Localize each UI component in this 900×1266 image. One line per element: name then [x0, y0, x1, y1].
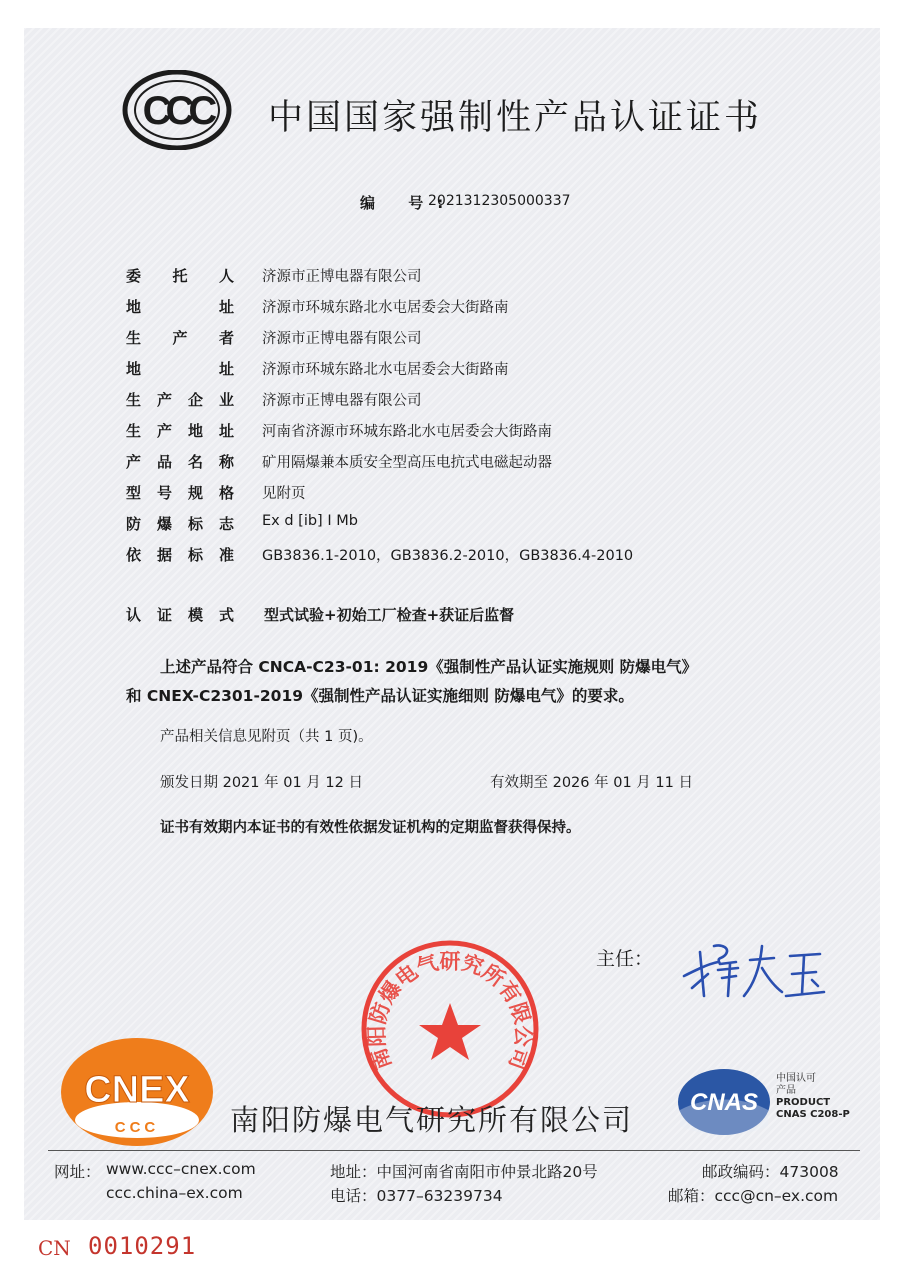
field-label: 生 产 企 业 — [126, 391, 234, 409]
expiry-date: 有效期至 2026 年 01 月 11 日 — [490, 775, 693, 791]
cnex-logo-sub: CCC — [114, 1119, 160, 1136]
field-label: 生 产 者 — [126, 329, 234, 347]
field-value: 河南省济源市环城东路北水屯居委会大街路南 — [262, 424, 552, 440]
cert-mode-label: 认 证 模 式 — [126, 606, 234, 624]
cnas-line-3: PRODUCT — [776, 1097, 831, 1108]
field-value: 济源市环城东路北水屯居委会大街路南 — [262, 300, 509, 316]
website-2[interactable]: ccc.china–ex.com — [106, 1184, 243, 1202]
cnas-line-1: 中国认可 — [776, 1073, 816, 1084]
cert-number: 2021312305000337 — [428, 193, 571, 209]
director-label: 主任： — [596, 948, 654, 970]
cnex-logo — [58, 1036, 216, 1148]
field-label: 防 爆 标 志 — [126, 515, 234, 533]
field-value: 济源市环城东路北水屯居委会大街路南 — [262, 362, 509, 378]
statement-line-1: 上述产品符合 CNCA-C23-01: 2019《强制性产品认证实施规则 防爆电气》 — [160, 658, 698, 676]
footer-address: 地址：中国河南省南阳市仲景北路20号 — [330, 1163, 598, 1181]
ccc-logo-text: CCC — [142, 89, 212, 133]
cnas-line-4: CNAS C208-P — [776, 1109, 850, 1120]
footer-divider — [48, 1150, 860, 1151]
cnas-caption — [776, 1073, 850, 1121]
cert-number-label: 编 号: — [360, 194, 458, 212]
footer-postcode: 邮政编码：473008 — [702, 1163, 839, 1181]
field-value: 济源市正博电器有限公司 — [262, 393, 422, 409]
footer-email[interactable]: 邮箱：ccc@cn–ex.com — [668, 1187, 839, 1205]
certificate-title: 中国国家强制性产品认证证书 — [268, 98, 763, 138]
cnas-logo — [676, 1066, 772, 1138]
issue-date: 颁发日期 2021 年 01 月 12 日 — [160, 775, 363, 791]
field-value: 矿用隔爆兼本质安全型高压电抗式电磁起动器 — [262, 455, 552, 471]
field-label: 产 品 名 称 — [126, 453, 234, 471]
field-value: Ex d [ib] Ⅰ Mb — [262, 513, 358, 529]
field-value: 济源市正博电器有限公司 — [262, 331, 422, 347]
director-signature — [678, 934, 828, 1004]
cnas-logo-text: CNAS — [689, 1089, 759, 1116]
serial-number: 0010291 — [88, 1232, 197, 1260]
serial-prefix: CN — [38, 1236, 71, 1260]
statement-line-2: 和 CNEX-C2301-2019《强制性产品认证实施细则 防爆电气》的要求。 — [126, 687, 634, 705]
validity-note: 证书有效期内本证书的有效性依据发证机构的定期监督获得保持。 — [160, 820, 581, 836]
attachment-note: 产品相关信息见附页（共 1 页)。 — [160, 729, 373, 745]
field-label: 型 号 规 格 — [126, 484, 234, 502]
field-value: GB3836.1-2010，GB3836.2-2010，GB3836.4-2010 — [262, 548, 634, 564]
organization-name: 南阳防爆电气研究所有限公司 — [230, 1103, 634, 1137]
cnex-logo-text: CNEX — [84, 1069, 190, 1111]
field-label: 地 址 — [126, 298, 234, 316]
field-label: 委 托 人 — [126, 267, 234, 285]
footer-phone: 电话：0377–63239734 — [330, 1187, 503, 1205]
field-value: 见附页 — [262, 486, 306, 502]
website-1[interactable]: www.ccc–cnex.com — [106, 1160, 256, 1178]
seal-text: 南阳防爆电气研究所有限公司 — [364, 949, 536, 1073]
ccc-logo — [122, 70, 232, 150]
cert-mode-value: 型式试验+初始工厂检查+获证后监督 — [264, 606, 515, 624]
website-label: 网址： — [54, 1163, 101, 1181]
official-seal — [358, 937, 542, 1121]
field-label: 生 产 地 址 — [126, 422, 234, 440]
cnas-line-2: 产品 — [776, 1085, 796, 1096]
field-label: 地 址 — [126, 360, 234, 378]
field-label: 依 据 标 准 — [126, 546, 234, 564]
field-value: 济源市正博电器有限公司 — [262, 269, 422, 285]
